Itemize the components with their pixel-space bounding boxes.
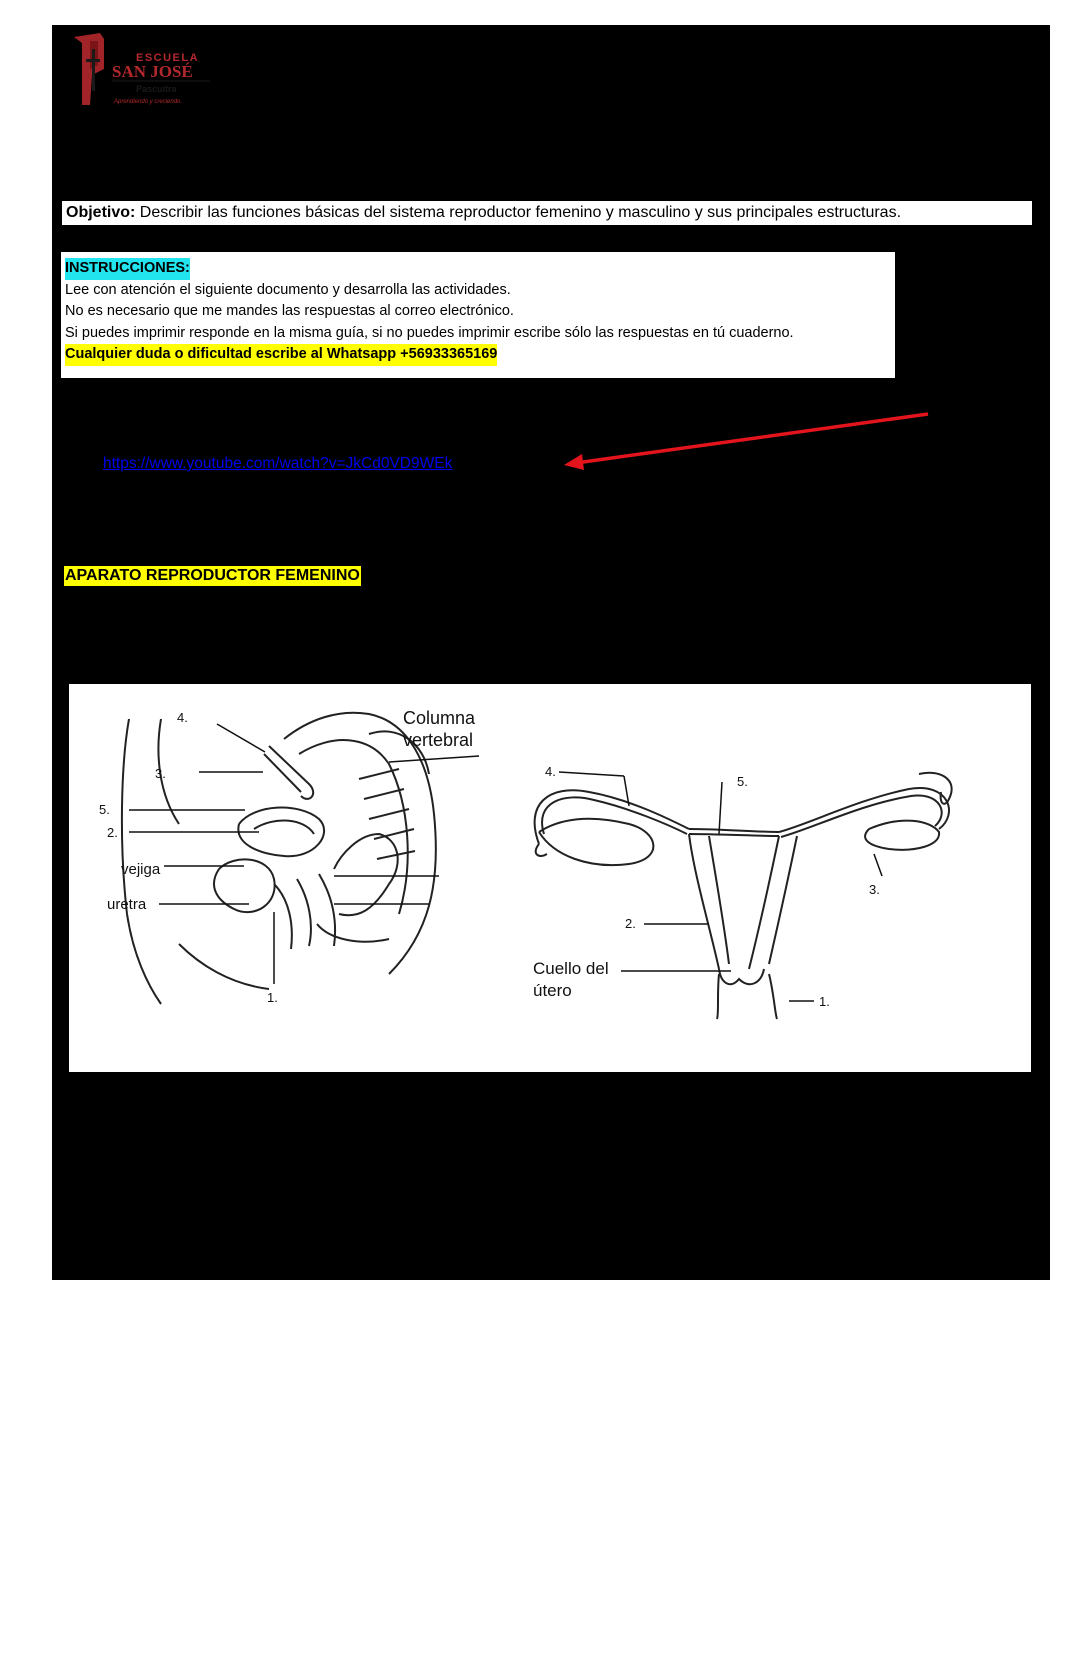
logo-line1: ESCUELA <box>136 52 200 64</box>
sag-label-2: 2. <box>107 825 118 840</box>
sag-label-5: 5. <box>99 802 110 817</box>
objective-box <box>62 201 1032 225</box>
logo-line2: SAN JOSÉ <box>112 62 193 81</box>
school-logo-emblem <box>70 29 240 113</box>
instruction-line-3: Si puedes imprimir responde en la misma guía, si no puedes imprimir escribe sólo las respuestas en tú cuaderno. <box>65 324 794 341</box>
logo-line3: Pascuitra <box>136 84 177 94</box>
contact-line: Cualquier duda o dificultad escribe al Whatsapp +56933365169 <box>65 344 497 366</box>
instructions-box <box>61 252 895 378</box>
school-logo <box>70 29 240 113</box>
front-label-cuello: Cuello del <box>533 959 609 978</box>
instructions-title: INSTRUCCIONES: <box>65 258 190 280</box>
front-label-2: 2. <box>625 916 636 931</box>
sag-label-columna: Columna <box>403 708 476 728</box>
sag-label-vejiga: vejiga <box>121 861 161 878</box>
red-arrow-icon <box>552 410 932 480</box>
instruction-line-1: Lee con atención el siguiente documento y desarrolla las actividades. <box>65 281 511 298</box>
objective-text: Describir las funciones básicas del sistema reproductor femenino y masculino y sus principales estructuras. <box>135 204 902 221</box>
sag-label-3: 3. <box>155 766 166 781</box>
front-label-5: 5. <box>737 774 748 789</box>
instruction-line-2: No es necesario que me mandes las respuestas al correo electrónico. <box>65 303 514 319</box>
anatomy-figure <box>69 684 1031 1072</box>
front-label-utero: útero <box>533 981 572 1000</box>
objective-label: Objetivo: <box>66 204 136 221</box>
video-link[interactable]: https://www.youtube.com/watch?v=JkCd0VD9WEk <box>103 455 453 472</box>
sag-label-4: 4. <box>177 710 188 725</box>
worksheet-page <box>52 25 1050 1280</box>
frontal-view <box>535 773 952 1019</box>
sag-label-uretra: uretra <box>107 896 147 913</box>
front-label-3: 3. <box>869 882 880 897</box>
sag-label-1: 1. <box>267 990 278 1005</box>
front-label-4: 4. <box>545 764 556 779</box>
sag-label-vertebral: vertebral <box>403 730 474 750</box>
front-label-1: 1. <box>819 994 830 1009</box>
section-title: APARATO REPRODUCTOR FEMENINO <box>65 567 360 584</box>
sagittal-view <box>122 713 436 1004</box>
logo-tagline: Aprendiendo y creciendo. <box>114 99 183 105</box>
female-reproductive-diagram <box>69 684 1031 1072</box>
